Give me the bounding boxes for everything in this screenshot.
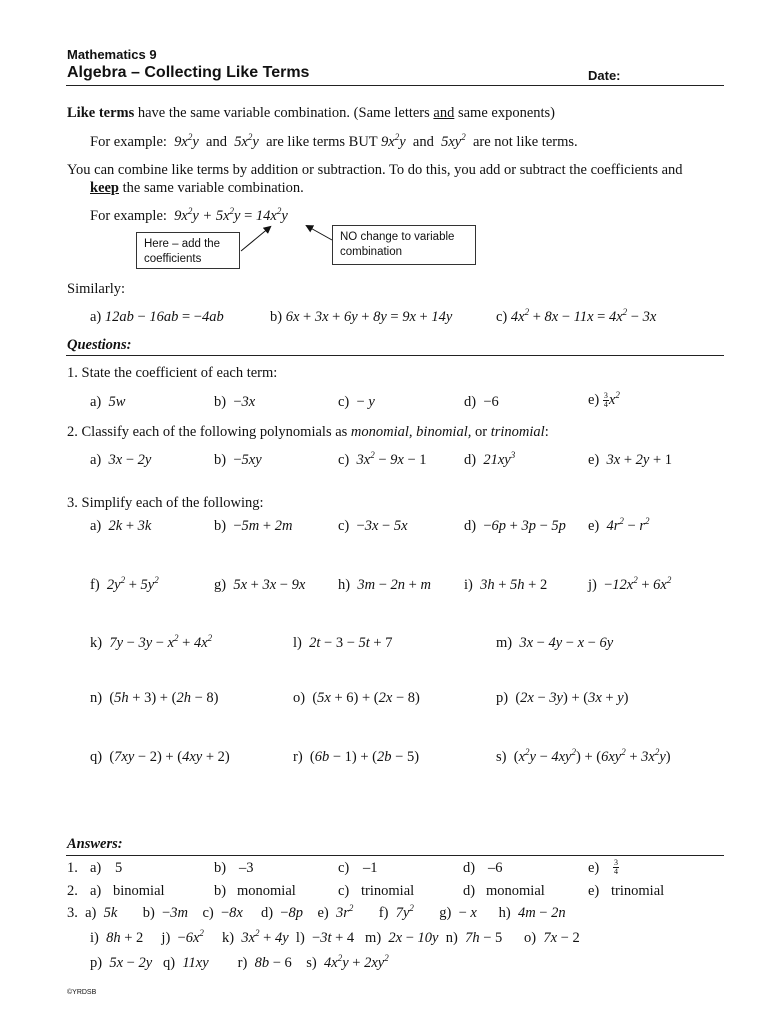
answer-2b: monomial: [237, 883, 296, 899]
answer-2e: trinomial: [611, 883, 665, 899]
answers-row-1: [67, 860, 727, 877]
q3-k: k) $7y - 3y - x^2 + 4x^2$: [90, 633, 213, 651]
example-2: For example: $9x^2y + 5x^2y = 14x^2y$: [90, 206, 288, 224]
question-3: 3. Simplify each of the following:: [67, 495, 264, 511]
answer-1b-label: b): [214, 860, 227, 876]
example1-and-2: and: [412, 134, 434, 150]
q1-d: d) −6: [464, 394, 499, 410]
answer-2c: trinomial: [361, 883, 415, 899]
course-label: Mathematics 9: [67, 47, 157, 62]
q3-h: h) 3m − 2n + m: [338, 577, 431, 593]
answer-2e-label: e): [588, 883, 600, 899]
definition-end: same exponents): [454, 105, 556, 121]
q2-text: 2. Classify each of the following polynomials as: [67, 424, 351, 440]
answer-2-num: 2.: [67, 883, 78, 899]
answer-1d-label: d): [463, 860, 476, 876]
similarly-c: c) $4x^2 + 8x - 11x = 4x^2 - 3x$: [496, 307, 657, 325]
arrow-to-coefficient: [241, 227, 270, 251]
page-title: Algebra – Collecting Like Terms: [67, 64, 310, 81]
example1-but: are like terms BUT: [266, 134, 378, 150]
answer-1e-fraction: [613, 859, 619, 876]
q3-l: l) 2t − 3 − 5t + 7: [293, 635, 393, 651]
q3-i: i) 3h + 5h + 2: [464, 577, 548, 593]
callout-add-coefficients: Here – add the coefficients: [136, 232, 240, 269]
q3-d: d) −6p + 3p − 5p: [464, 518, 566, 534]
similarly-label: Similarly:: [67, 281, 125, 297]
q1-a: a) 5w: [90, 394, 126, 410]
answer-1e-num: 3: [614, 858, 618, 867]
q3-m: m) 3x − 4y − x − 6y: [496, 635, 614, 651]
question-2: [67, 424, 549, 441]
example2-prefix: For example:: [90, 208, 167, 224]
answer-3-num: 3.: [67, 905, 78, 921]
q3-q: q) (7xy − 2) + (4xy + 2): [90, 749, 230, 765]
keep-word: keep: [90, 180, 119, 196]
similarly-b: b) 6x + 3x + 6y + 8y = 9x + 14y: [270, 309, 453, 325]
answer-2d-label: d): [463, 883, 476, 899]
and-word: and: [433, 105, 455, 121]
example-1: For example: $9x^2y$ and $5x^2y$ are like terms BUT $9x^2y$ and $5xy^2$ are not like terms.: [90, 132, 578, 150]
answer-2b-label: b): [214, 883, 227, 899]
like-terms-bold: Like terms: [67, 105, 135, 121]
answers-row-3: 3. a) 5k b) −3m c) −8x d) −8p e) $3r^2$ f) $7y^2$ g) − x h) 4m − 2n: [67, 903, 566, 921]
callout-no-change: NO change to variable combination: [332, 225, 476, 265]
q2-trinomial: trinomial: [490, 424, 545, 440]
q3-p: p) (2x − 3y) + (3x + y): [496, 690, 629, 706]
answer-1d: –6: [488, 860, 503, 876]
answer-2d: monomial: [486, 883, 545, 899]
q2-colon: :: [544, 424, 549, 440]
example1-and: and: [206, 134, 227, 150]
q3-b: b) −5m + 2m: [214, 518, 293, 534]
definition-text: have the same variable combination. (Same letters: [134, 105, 434, 121]
q3-s: s) $(x^2y - 4xy^2) + (6xy^2 + 3x^2y)$: [496, 747, 671, 765]
q2-b: b) −5xy: [214, 452, 262, 468]
q3-c: c) −3x − 5x: [338, 518, 408, 534]
copyright: ©YRDSB: [67, 989, 97, 996]
combine-line-2-text: the same variable combination.: [119, 180, 304, 196]
q2-d: d) $21xy^3$: [464, 450, 516, 468]
q1-c: c) − y: [338, 394, 375, 410]
q2-or: or: [471, 424, 491, 440]
answer-2c-label: c): [338, 883, 350, 899]
answer-1b: –3: [239, 860, 254, 876]
answer-1-num: 1.: [67, 860, 78, 876]
answers-heading: Answers:: [67, 836, 123, 852]
combine-line-1: You can combine like terms by addition or subtraction. To do this, you add or subtract the coefficients and: [67, 162, 683, 178]
q3-g: g) 5x + 3x − 9x: [214, 577, 306, 593]
q2-monomial: monomial, binomial,: [350, 424, 472, 440]
q1-e: e) $\frac{3}{4}$ $x^2$: [588, 390, 620, 410]
q2-c: c) $3x^2 - 9x - 1$: [338, 450, 427, 468]
q2-a: a) 3x − 2y: [90, 452, 152, 468]
similarly-a: a) 12ab − 16ab = −4ab: [90, 309, 224, 325]
answers-rule: [66, 855, 724, 856]
answer-2a: binomial: [113, 883, 165, 899]
example1-prefix: For example:: [90, 134, 167, 150]
questions-heading: Questions:: [67, 337, 132, 353]
answer-1c: –1: [363, 860, 378, 876]
question-1: 1. State the coefficient of each term:: [67, 365, 278, 381]
q2-e: e) 3x + 2y + 1: [588, 452, 673, 468]
answer-1a: 5: [115, 860, 123, 876]
date-label: Date:: [588, 68, 621, 83]
q3-e: e) $4r^2 - r^2$: [588, 516, 650, 534]
q3-a: a) 2k + 3k: [90, 518, 152, 534]
answers-row-4: i) 8h + 2 $j) -6x^2$ k) $3x^2 + 4y$ l) −3t + 4 m) 2x − 10y n) 7h − 5 o) 7x − 2: [90, 928, 580, 946]
example1-end: are not like terms.: [472, 134, 578, 150]
q3-j: $j) -12x^2 + 6x^2$: [588, 575, 672, 593]
answer-1e-label: e): [588, 860, 600, 876]
q3-r: r) (6b − 1) + (2b − 5): [293, 749, 420, 765]
answer-1a-label: a): [90, 860, 102, 876]
callout-arrows: [0, 0, 768, 300]
answers-row-5: p) 5x − 2y q) 11xy r) 8b − 6 s) $4x^2y + 2xy^2$: [90, 953, 389, 971]
answer-2a-label: a): [90, 883, 102, 899]
questions-rule: [66, 355, 724, 356]
q3-o: o) (5x + 6) + (2x − 8): [293, 690, 420, 706]
q3-n: n) (5h + 3) + (2h − 8): [90, 690, 219, 706]
answers-row-2: [67, 883, 727, 900]
answer-1e-den: 4: [614, 867, 618, 876]
q1-b: b) −3x: [214, 394, 256, 410]
q3-f: f) $2y^2 + 5y^2$: [90, 575, 159, 593]
arrow-to-variables: [307, 226, 332, 240]
answer-1c-label: c): [338, 860, 350, 876]
